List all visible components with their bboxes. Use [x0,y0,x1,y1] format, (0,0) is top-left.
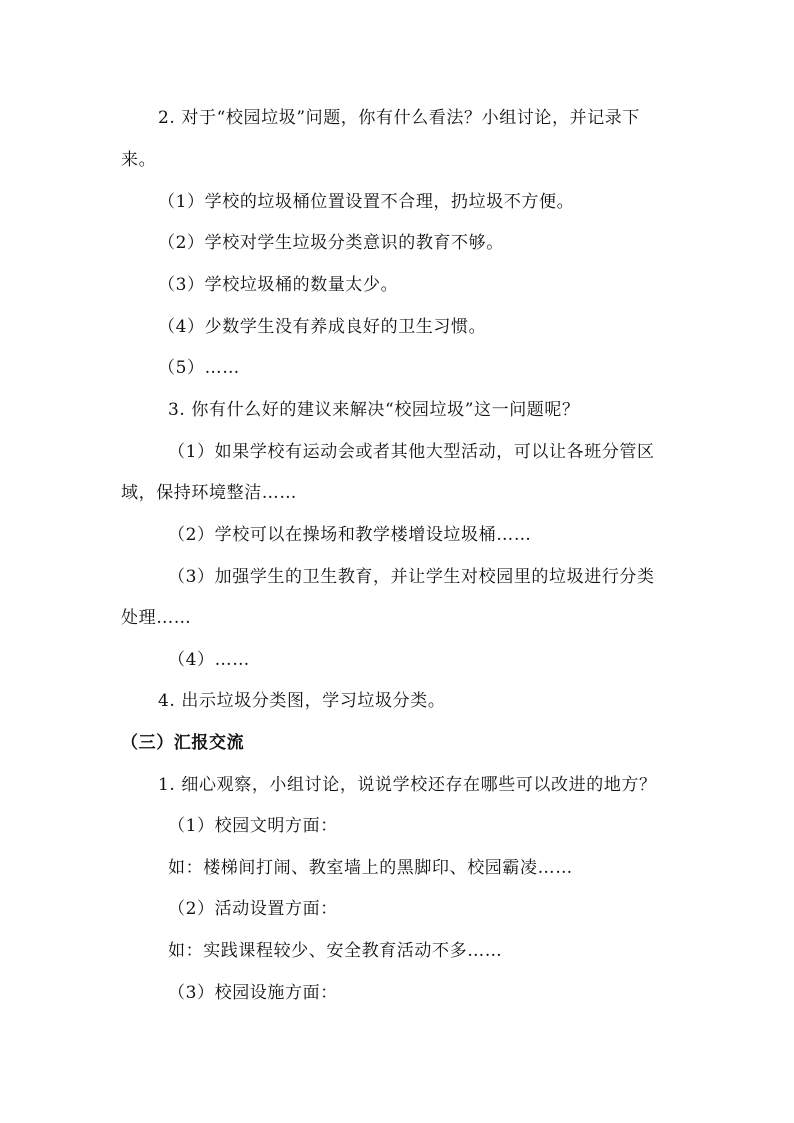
question-3: 3. 你有什么好的建议来解决“校园垃圾”这一问题呢？ [168,400,580,420]
answer-2: （2）学校对学生垃圾分类意识的教育不够。 [158,233,504,253]
suggestion-3-line-2: 处理…… [121,608,192,628]
suggestion-1-line-1: （1）如果学校有运动会或者其他大型活动，可以让各班分管区 [168,442,655,462]
section-heading-report: （三）汇报交流 [121,733,245,753]
answer-3: （3）学校垃圾桶的数量太少。 [158,275,399,295]
question-2-line-1: 2. 对于“校园垃圾”问题，你有什么看法？小组讨论，并记录下 [158,108,641,128]
category-2: （2）活动设置方面： [168,899,338,919]
suggestion-4: （4）…… [168,650,250,670]
question-2-line-2: 来。 [121,150,157,170]
category-2-example: 如：实践课程较少、安全教育活动不多…… [168,941,503,961]
suggestion-2: （2）学校可以在操场和教学楼增设垃圾桶…… [168,525,532,545]
suggestion-3-line-1: （3）加强学生的卫生教育，并让学生对校园里的垃圾进行分类 [168,567,655,587]
report-question-1: 1. 细心观察，小组讨论，说说学校还存在哪些可以改进的地方？ [158,775,657,795]
answer-5: （5）…… [158,358,240,378]
answer-4: （4）少数学生没有养成良好的卫生习惯。 [158,317,487,337]
category-1: （1）校园文明方面： [168,816,338,836]
answer-1: （1）学校的垃圾桶位置设置不合理，扔垃圾不方便。 [158,192,575,212]
item-4: 4. 出示垃圾分类图，学习垃圾分类。 [158,691,446,711]
category-1-example: 如：楼梯间打闹、教室墙上的黑脚印、校园霸凌…… [168,858,573,878]
category-3: （3）校园设施方面： [168,983,338,1003]
suggestion-1-line-2: 域，保持环境整洁…… [121,483,297,503]
